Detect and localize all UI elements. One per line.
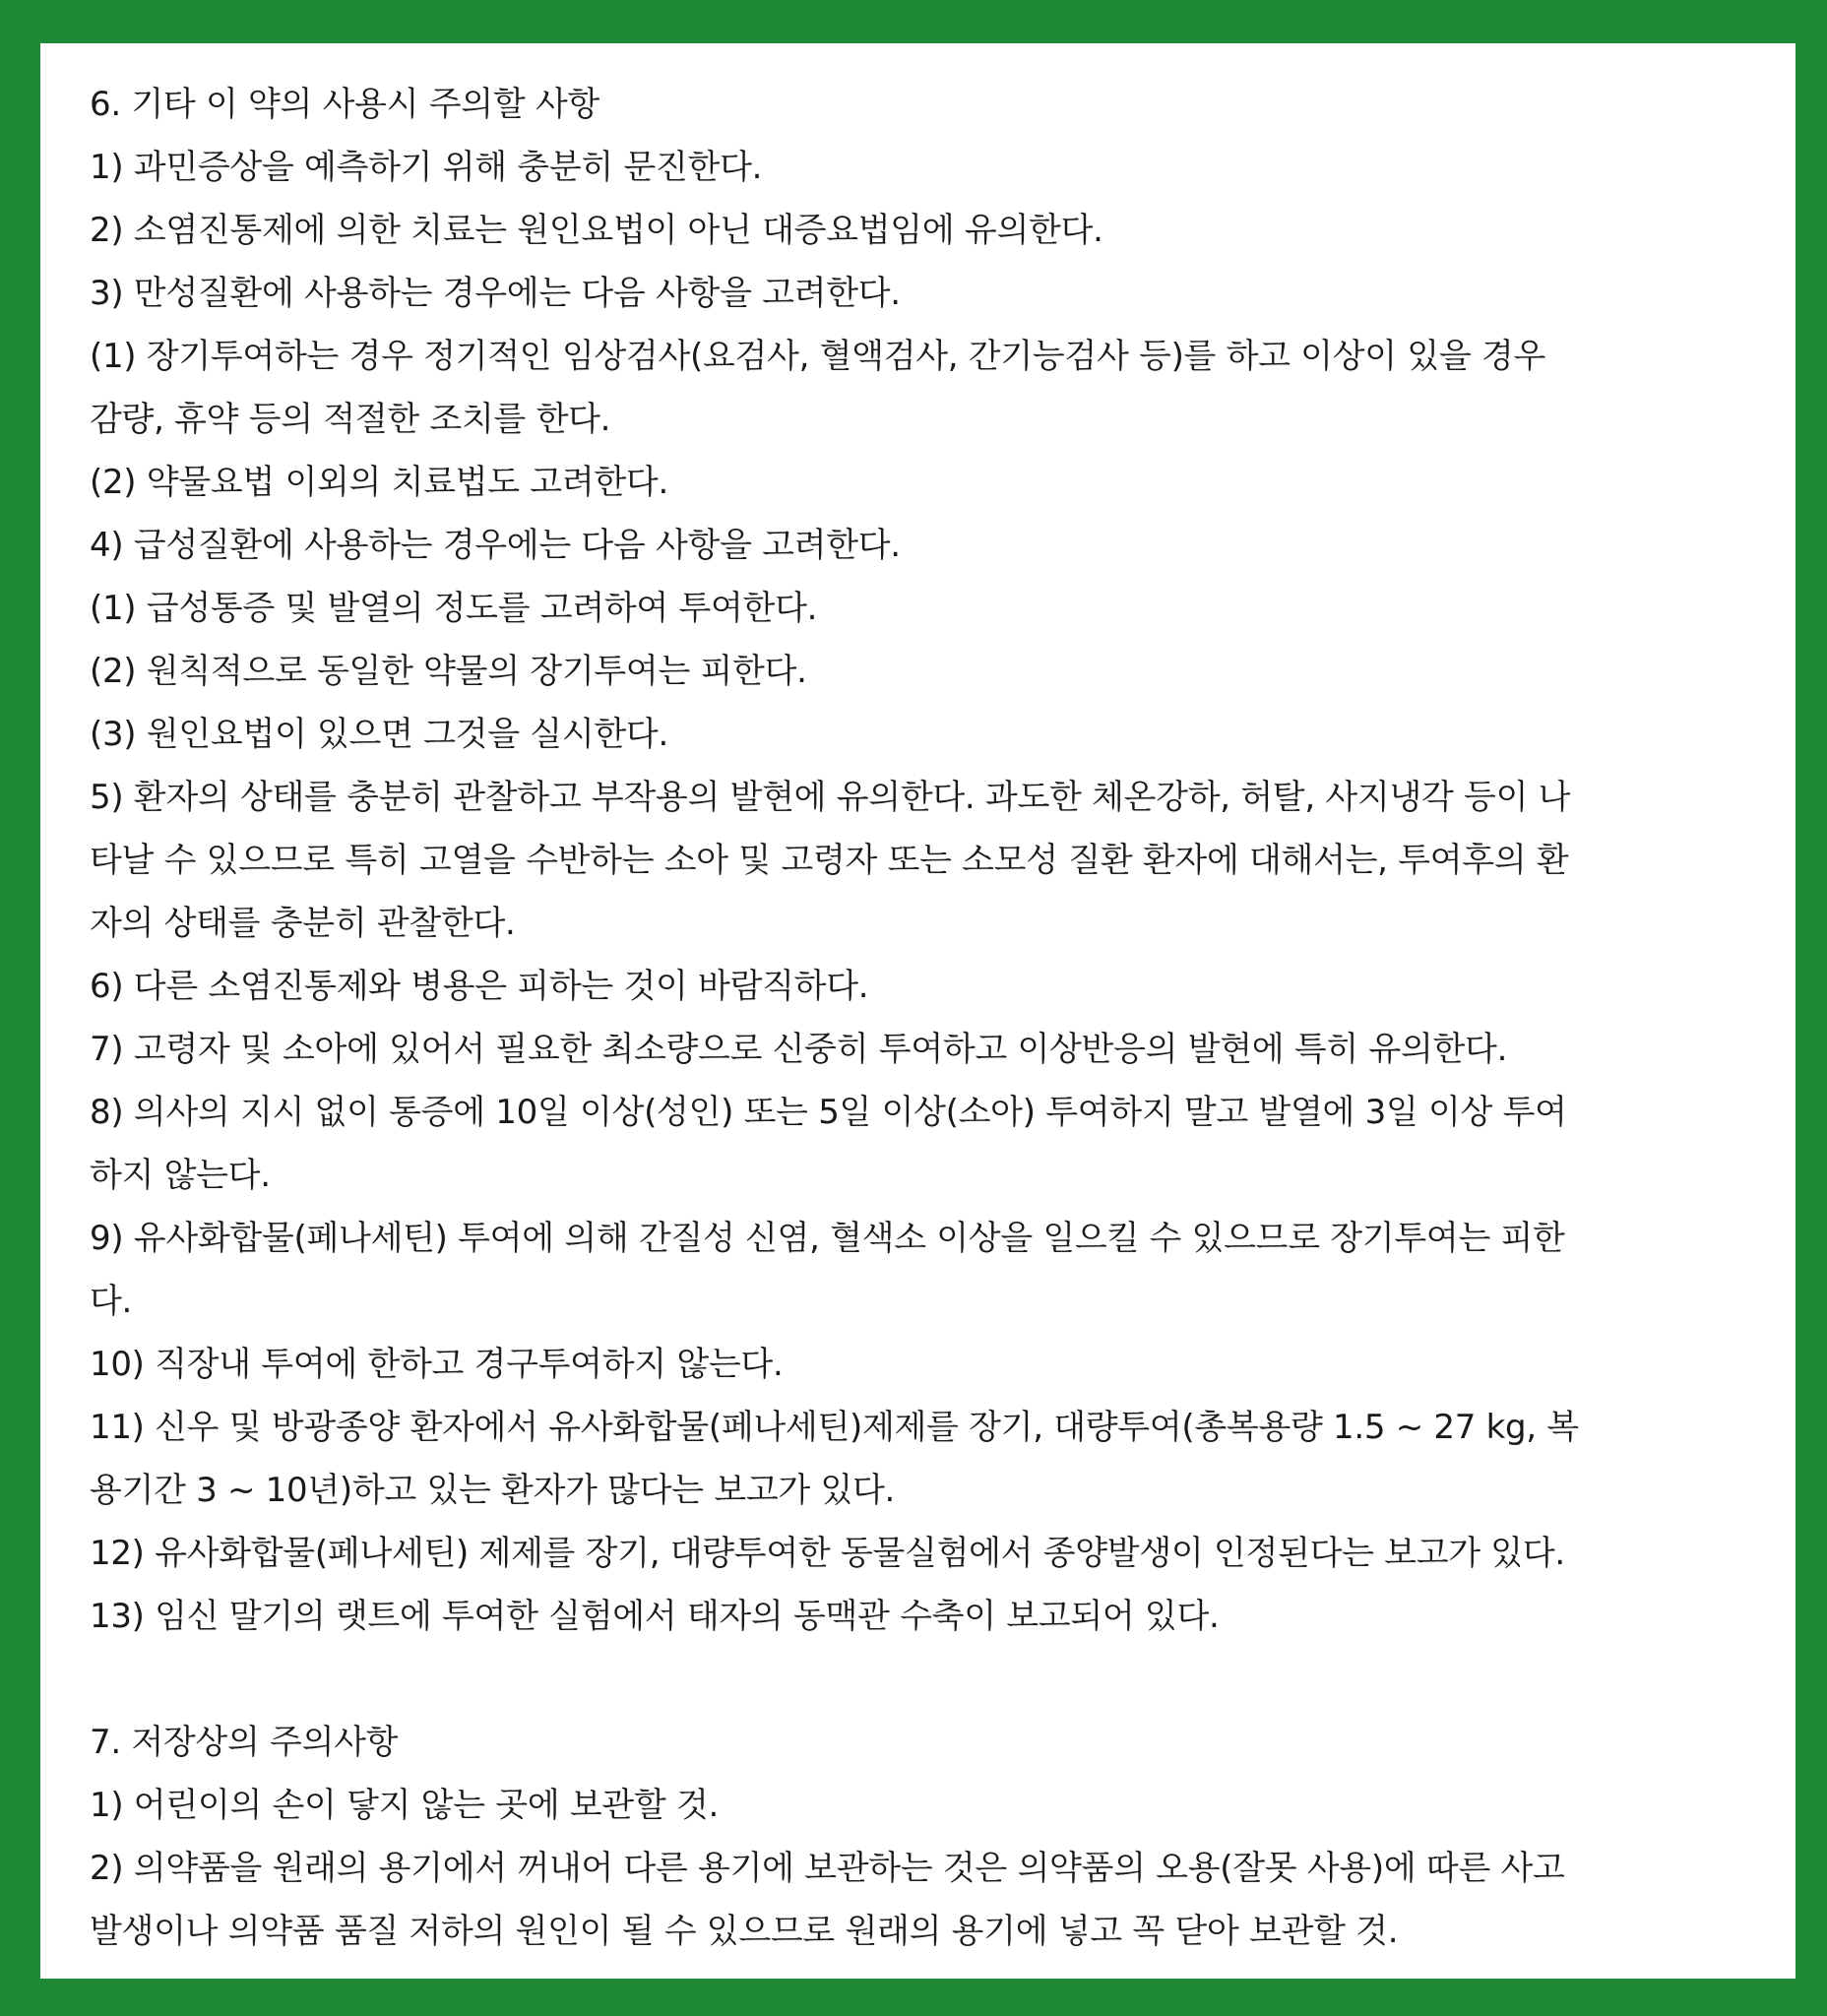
section-6-line: 5) 환자의 상태를 충분히 관찰하고 부작용의 발현에 유의한다. 과도한 체온강하, 허탈, 사지냉각 등이 나 (90, 778, 1571, 817)
section-6-line: 3) 만성질환에 사용하는 경우에는 다음 사항을 고려한다. (90, 274, 901, 313)
section-6-line: 타날 수 있으므로 특히 고열을 수반하는 소아 및 고령자 또는 소모성 질환 환자에 대해서는, 투여후의 환 (90, 841, 1569, 880)
section-6-line: (2) 원칙적으로 동일한 약물의 장기투여는 피한다. (90, 652, 807, 691)
section-6-line: 감량, 휴약 등의 적절한 조치를 한다. (90, 400, 611, 439)
section-6-line: 9) 유사화합물(페나세틴) 투여에 의해 간질성 신염, 혈색소 이상을 일으킬 수 있으므로 장기투여는 피한 (90, 1219, 1565, 1258)
section-6-line: 2) 소염진통제에 의한 치료는 원인요법이 아닌 대증요법임에 유의한다. (90, 211, 1103, 250)
section-6-line: 4) 급성질환에 사용하는 경우에는 다음 사항을 고려한다. (90, 526, 901, 565)
section-6-line: 1) 과민증상을 예측하기 위해 충분히 문진한다. (90, 148, 763, 187)
section-6-line: 용기간 3 ~ 10년)하고 있는 환자가 많다는 보고가 있다. (90, 1471, 896, 1510)
section-6-line: (1) 급성통증 및 발열의 정도를 고려하여 투여한다. (90, 589, 818, 628)
document-page (40, 43, 1796, 1979)
section-7-title: 7. 저장상의 주의사항 (90, 1723, 399, 1762)
section-6-line: 8) 의사의 지시 없이 통증에 10일 이상(성인) 또는 5일 이상(소아) 투여하지 말고 발열에 3일 이상 투여 (90, 1093, 1567, 1132)
section-7-line: 2) 의약품을 원래의 용기에서 꺼내어 다른 용기에 보관하는 것은 의약품의 오용(잘못 사용)에 따른 사고 (90, 1849, 1565, 1888)
section-6-line: 10) 직장내 투여에 한하고 경구투여하지 않는다. (90, 1345, 784, 1384)
section-6-line: 다. (90, 1282, 133, 1321)
section-6-line: 13) 임신 말기의 랫트에 투여한 실험에서 태자의 동맥관 수축이 보고되어 있다. (90, 1597, 1220, 1636)
section-6-line: 자의 상태를 충분히 관찰한다. (90, 904, 516, 943)
section-7-line: 발생이나 의약품 품질 저하의 원인이 될 수 있으므로 원래의 용기에 넣고 꼭 닫아 보관할 것. (90, 1912, 1399, 1951)
section-6-line: (3) 원인요법이 있으면 그것을 실시한다. (90, 715, 668, 754)
section-6-line: 하지 않는다. (90, 1156, 271, 1195)
section-7-line: 1) 어린이의 손이 닿지 않는 곳에 보관할 것. (90, 1786, 720, 1825)
section-6-line: 11) 신우 및 방광종양 환자에서 유사화합물(페나세틴)제제를 장기, 대량투여(총복용량 1.5 ~ 27 kg, 복 (90, 1408, 1579, 1447)
section-6-title: 6. 기타 이 약의 사용시 주의할 사항 (90, 85, 599, 124)
section-6-line: 12) 유사화합물(페나세틴) 제제를 장기, 대량투여한 동물실험에서 종양발생이 인정된다는 보고가 있다. (90, 1534, 1565, 1573)
section-6-line: (1) 장기투여하는 경우 정기적인 임상검사(요검사, 혈액검사, 간기능검사 등)를 하고 이상이 있을 경우 (90, 337, 1546, 376)
section-6-line: 6) 다른 소염진통제와 병용은 피하는 것이 바람직하다. (90, 967, 869, 1006)
section-spacer (90, 1648, 1746, 1711)
section-6-line: 7) 고령자 및 소아에 있어서 필요한 최소량으로 신중히 투여하고 이상반응의 발현에 특히 유의한다. (90, 1030, 1508, 1069)
section-6-line: (2) 약물요법 이외의 치료법도 고려한다. (90, 463, 668, 502)
